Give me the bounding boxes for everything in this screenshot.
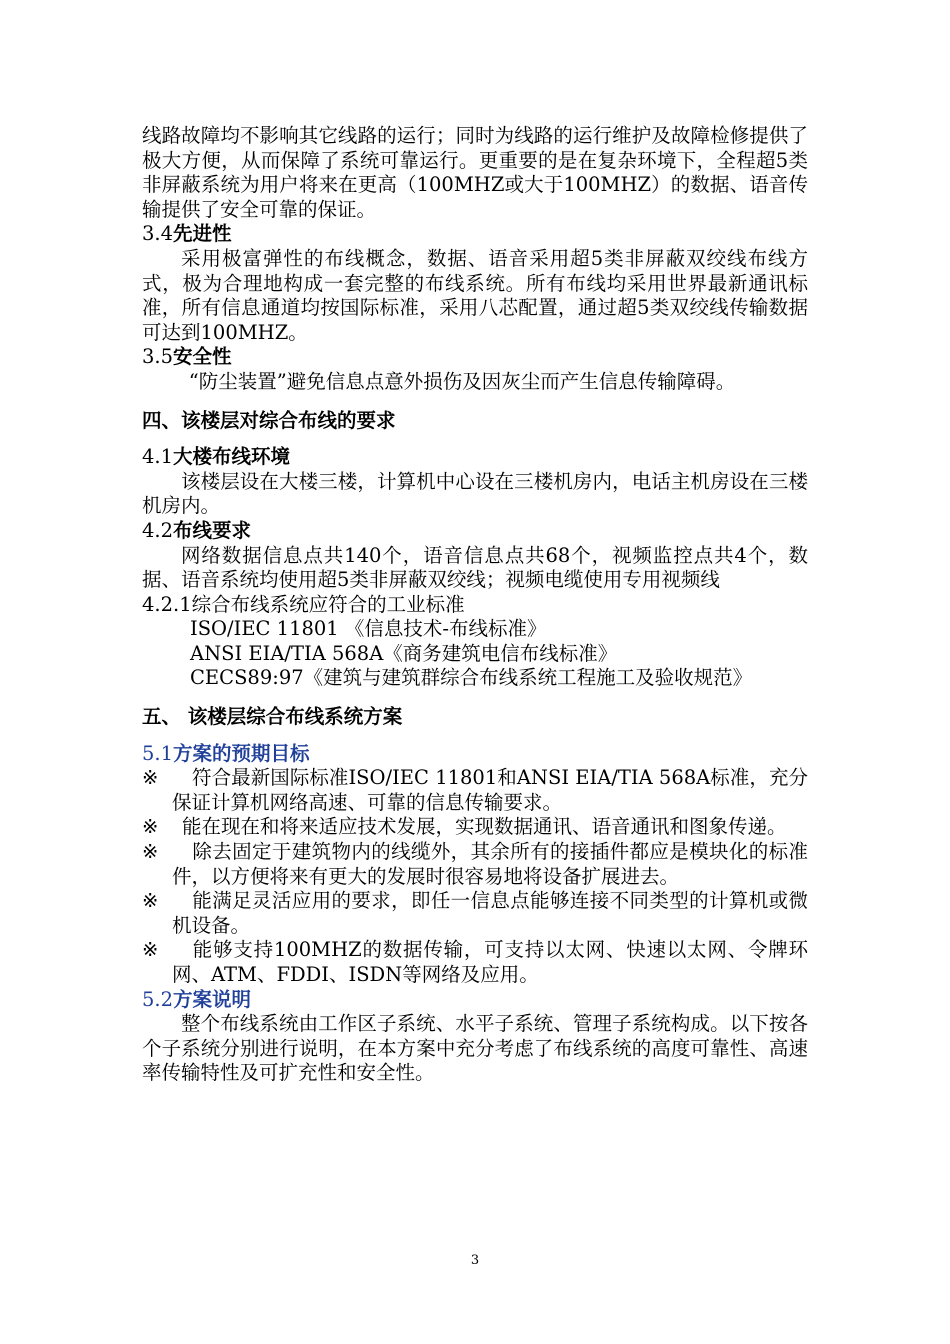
paragraph-3-5: “防尘装置”避免信息点意外损伤及因灰尘而产生信息传输障碍。 [188, 369, 736, 393]
intro-paragraph: 线路故障均不影响其它线路的运行；同时为线路的运行维护及故障检修提供了极大方便，从而保障了系统可靠运行。更重要的是在复杂环境下，全程超5类非屏蔽系统为用户将来在更高（100MHZ或大于100MHZ）的数据、语音传输提供了安全可靠的保证。 [142, 124, 808, 221]
paragraph-3-4: 采用极富弹性的布线概念，数据、语音采用超5类非屏蔽双绞线布线方式，极为合理地构成一套完整的布线系统。所有布线均采用世界最新通讯标准，所有信息通道均按国际标准，采用八芯配置，通过超5类双绞线传输数据可达到100MHZ。 [142, 246, 808, 344]
reference-mark-icon: ※ [142, 938, 159, 962]
heading-number: 3.4 [142, 222, 174, 246]
heading-title: 先进性 [173, 222, 232, 246]
heading-number: 5.2 [142, 987, 174, 1011]
list-item [142, 889, 808, 938]
paragraph-4-2: 网络数据信息点共140个，语音信息点共68个，视频监控点共4个，数据、语音系统均使用超5类非屏蔽双绞线；视频电缆使用专用视频线 [142, 543, 808, 592]
list-item [142, 938, 808, 987]
heading-5-1 [142, 742, 808, 767]
heading-3-4 [142, 222, 808, 247]
list-item-text: 除去固定于建筑物内的线缆外，其余所有的接插件都应是模块化的标准件，以方便将来有更大的发展时很容易地将设备扩展进去。 [172, 840, 808, 888]
list-item-text: 能在现在和将来适应技术发展，实现数据通讯、语音通讯和图象传递。 [182, 815, 787, 839]
standard-item: CECS89:97《建筑与建筑群综合布线系统工程施工及验收规范》 [190, 666, 753, 690]
heading-number: 5.1 [142, 741, 174, 765]
standard-item: ISO/IEC 11801 《信息技术-布线标准》 [190, 617, 547, 641]
list-item [142, 815, 808, 840]
section-heading-5: 五、 该楼层综合布线系统方案 [142, 705, 403, 729]
heading-4-2-1: 4.2.1综合布线系统应符合的工业标准 [142, 592, 465, 616]
heading-title: 方案说明 [173, 987, 252, 1011]
list-item [142, 840, 808, 889]
reference-mark-icon: ※ [142, 815, 159, 839]
heading-title: 安全性 [173, 345, 232, 369]
heading-title: 大楼布线环境 [173, 445, 291, 469]
reference-mark-icon: ※ [142, 766, 159, 790]
heading-4-2 [142, 519, 808, 544]
paragraph-5-2: 整个布线系统由工作区子系统、水平子系统、管理子系统构成。以下按各个子系统分别进行说明，在本方案中充分考虑了布线系统的高度可靠性、高速率传输特性及可扩充性和安全性。 [142, 1012, 808, 1085]
heading-number: 3.5 [142, 345, 174, 369]
heading-3-5 [142, 345, 808, 370]
list-item-text: 符合最新国际标准ISO/IEC 11801和ANSI EIA/TIA 568A标准，充分保证计算机网络高速、可靠的信息传输要求。 [172, 766, 808, 814]
heading-5-2 [142, 988, 808, 1013]
list-item [142, 766, 808, 815]
list-item-text: 能满足灵活应用的要求，即任一信息点能够连接不同类型的计算机或微机设备。 [172, 889, 808, 937]
standard-item: ANSI EIA/TIA 568A《商务建筑电信布线标准》 [190, 641, 618, 665]
heading-number: 4.1 [142, 445, 174, 469]
heading-title: 布线要求 [173, 518, 252, 542]
paragraph-4-1: 该楼层设在大楼三楼，计算机中心设在三楼机房内，电话主机房设在三楼机房内。 [142, 469, 808, 518]
list-item-text: 能够支持100MHZ的数据传输，可支持以太网、快速以太网、令牌环网、ATM、FDDI、ISDN等网络及应用。 [172, 938, 808, 986]
section-heading-4: 四、该楼层对综合布线的要求 [142, 408, 396, 432]
heading-title: 方案的预期目标 [173, 741, 310, 765]
heading-4-1 [142, 445, 808, 470]
heading-number: 4.2 [142, 518, 174, 542]
reference-mark-icon: ※ [142, 840, 159, 864]
reference-mark-icon: ※ [142, 889, 159, 913]
page-number: 3 [470, 1253, 480, 1268]
